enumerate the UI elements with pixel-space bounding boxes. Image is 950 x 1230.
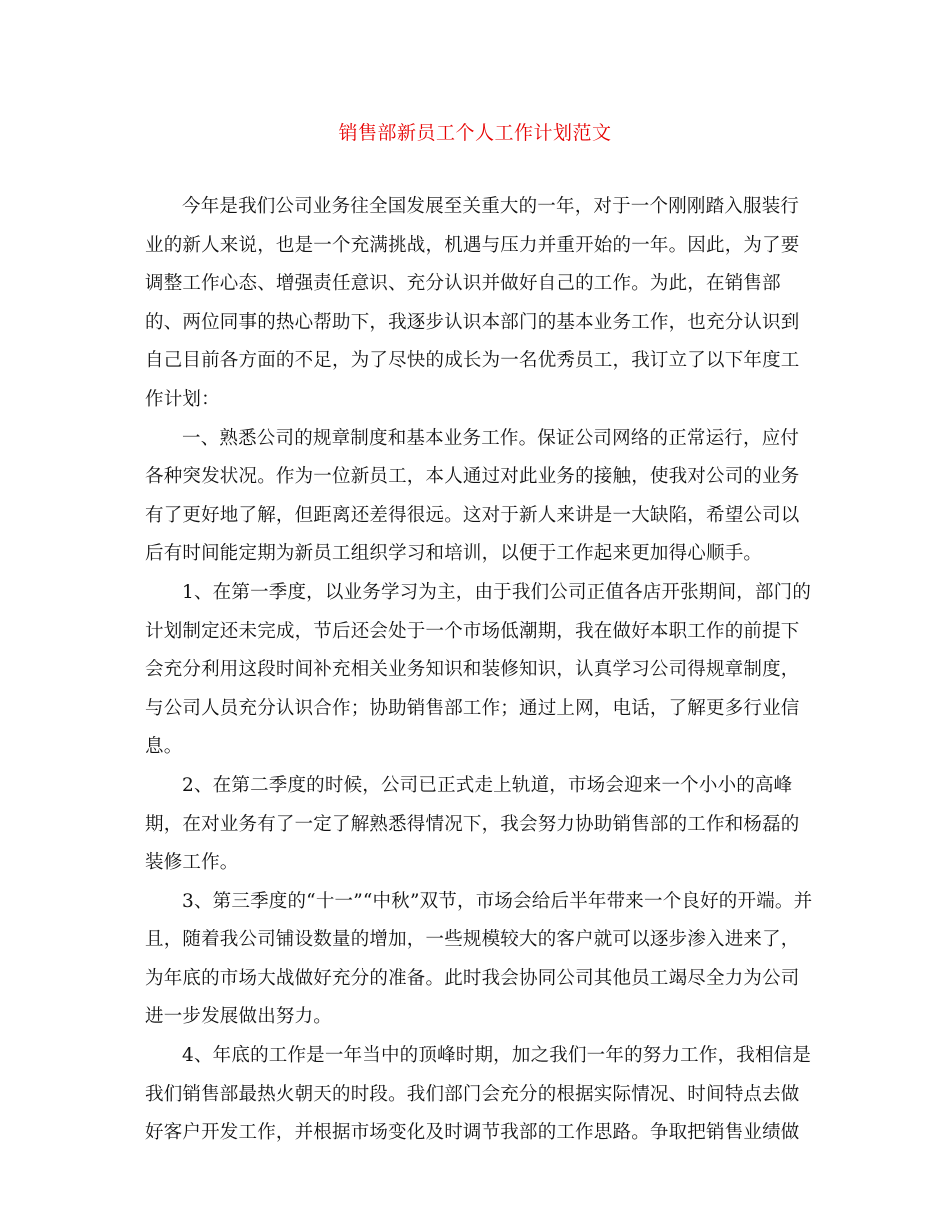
document-title: 销售部新员工个人工作计划范文	[338, 122, 612, 144]
body-paragraph	[145, 420, 810, 574]
paragraph-line: 后有时间能定期为新员工组织学习和培训，以便于工作起来更加得心顺手。	[145, 543, 763, 565]
paragraph-line: 2、在第二季度的时候，公司已正式走上轨道，市场会迎来一个小小的高峰	[182, 774, 793, 796]
paragraph-line: 作计划：	[145, 388, 220, 410]
paragraph-line: 计划制定还未完成，节后还会处于一个市场低潮期，我在做好本职工作的前提下	[145, 620, 800, 642]
paragraph-line: 的、两位同事的热心帮助下，我逐步认识本部门的基本业务工作，也充分认识到	[145, 311, 800, 333]
body-paragraph	[145, 188, 810, 420]
paragraph-line: 业的新人来说，也是一个充满挑战，机遇与压力并重开始的一年。因此，为了要	[145, 234, 800, 256]
paragraph-line: 有了更好地了解，但距离还差得很远。这对于新人来讲是一大缺陷，希望公司以	[145, 504, 800, 526]
body-paragraph	[145, 767, 810, 883]
paragraph-line: 进一步发展做出努力。	[145, 1006, 333, 1028]
paragraph-line: 且，随着我公司铺设数量的增加，一些规模较大的客户就可以逐步渗入进来了，	[145, 929, 800, 951]
paragraph-line: 调整工作心态、增强责任意识、充分认识并做好自己的工作。为此，在销售部	[145, 273, 781, 295]
paragraph-line: 好客户开发工作，并根据市场变化及时调节我部的工作思路。争取把销售业绩做	[145, 1122, 800, 1144]
paragraph-line: 一、熟悉公司的规章制度和基本业务工作。保证公司网络的正常运行，应付	[182, 427, 800, 449]
body-paragraph	[145, 883, 813, 1037]
paragraph-line: 期，在对业务有了一定了解熟悉得情况下，我会努力协助销售部的工作和杨磊的	[145, 813, 800, 835]
document-body	[145, 188, 813, 1153]
paragraph-line: 各种突发状况。作为一位新员工，本人通过对此业务的接触，使我对公司的业务	[145, 466, 800, 488]
paragraph-line: 装修工作。	[145, 852, 239, 874]
body-paragraph	[145, 574, 810, 767]
paragraph-line: 与公司人员充分认识合作；协助销售部工作；通过上网，电话，了解更多行业信	[145, 697, 800, 719]
paragraph-line: 息。	[145, 736, 183, 758]
paragraph-line: 会充分利用这段时间补充相关业务知识和装修知识，认真学习公司得规章制度，	[145, 659, 800, 681]
paragraph-line: 4、年底的工作是一年当中的顶峰时期，加之我们一年的努力工作，我相信是	[182, 1045, 812, 1067]
paragraph-line: 1、在第一季度，以业务学习为主，由于我们公司正值各店开张期间，部门的	[182, 581, 812, 603]
paragraph-line: 为年底的市场大战做好充分的准备。此时我会协同公司其他员工竭尽全力为公司	[145, 967, 800, 989]
paragraph-line: 今年是我们公司业务往全国发展至关重大的一年，对于一个刚刚踏入服装行	[182, 196, 800, 217]
paragraph-line: 自己目前各方面的不足，为了尽快的成长为一名优秀员工，我订立了以下年度工	[145, 350, 800, 372]
body-paragraph	[145, 1037, 810, 1153]
paragraph-line: 3、第三季度的“十一”“中秋”双节，市场会给后半年带来一个良好的开端。并	[182, 890, 813, 912]
paragraph-line: 我们销售部最热火朝天的时段。我们部门会充分的根据实际情况、时间特点去做	[145, 1083, 800, 1105]
